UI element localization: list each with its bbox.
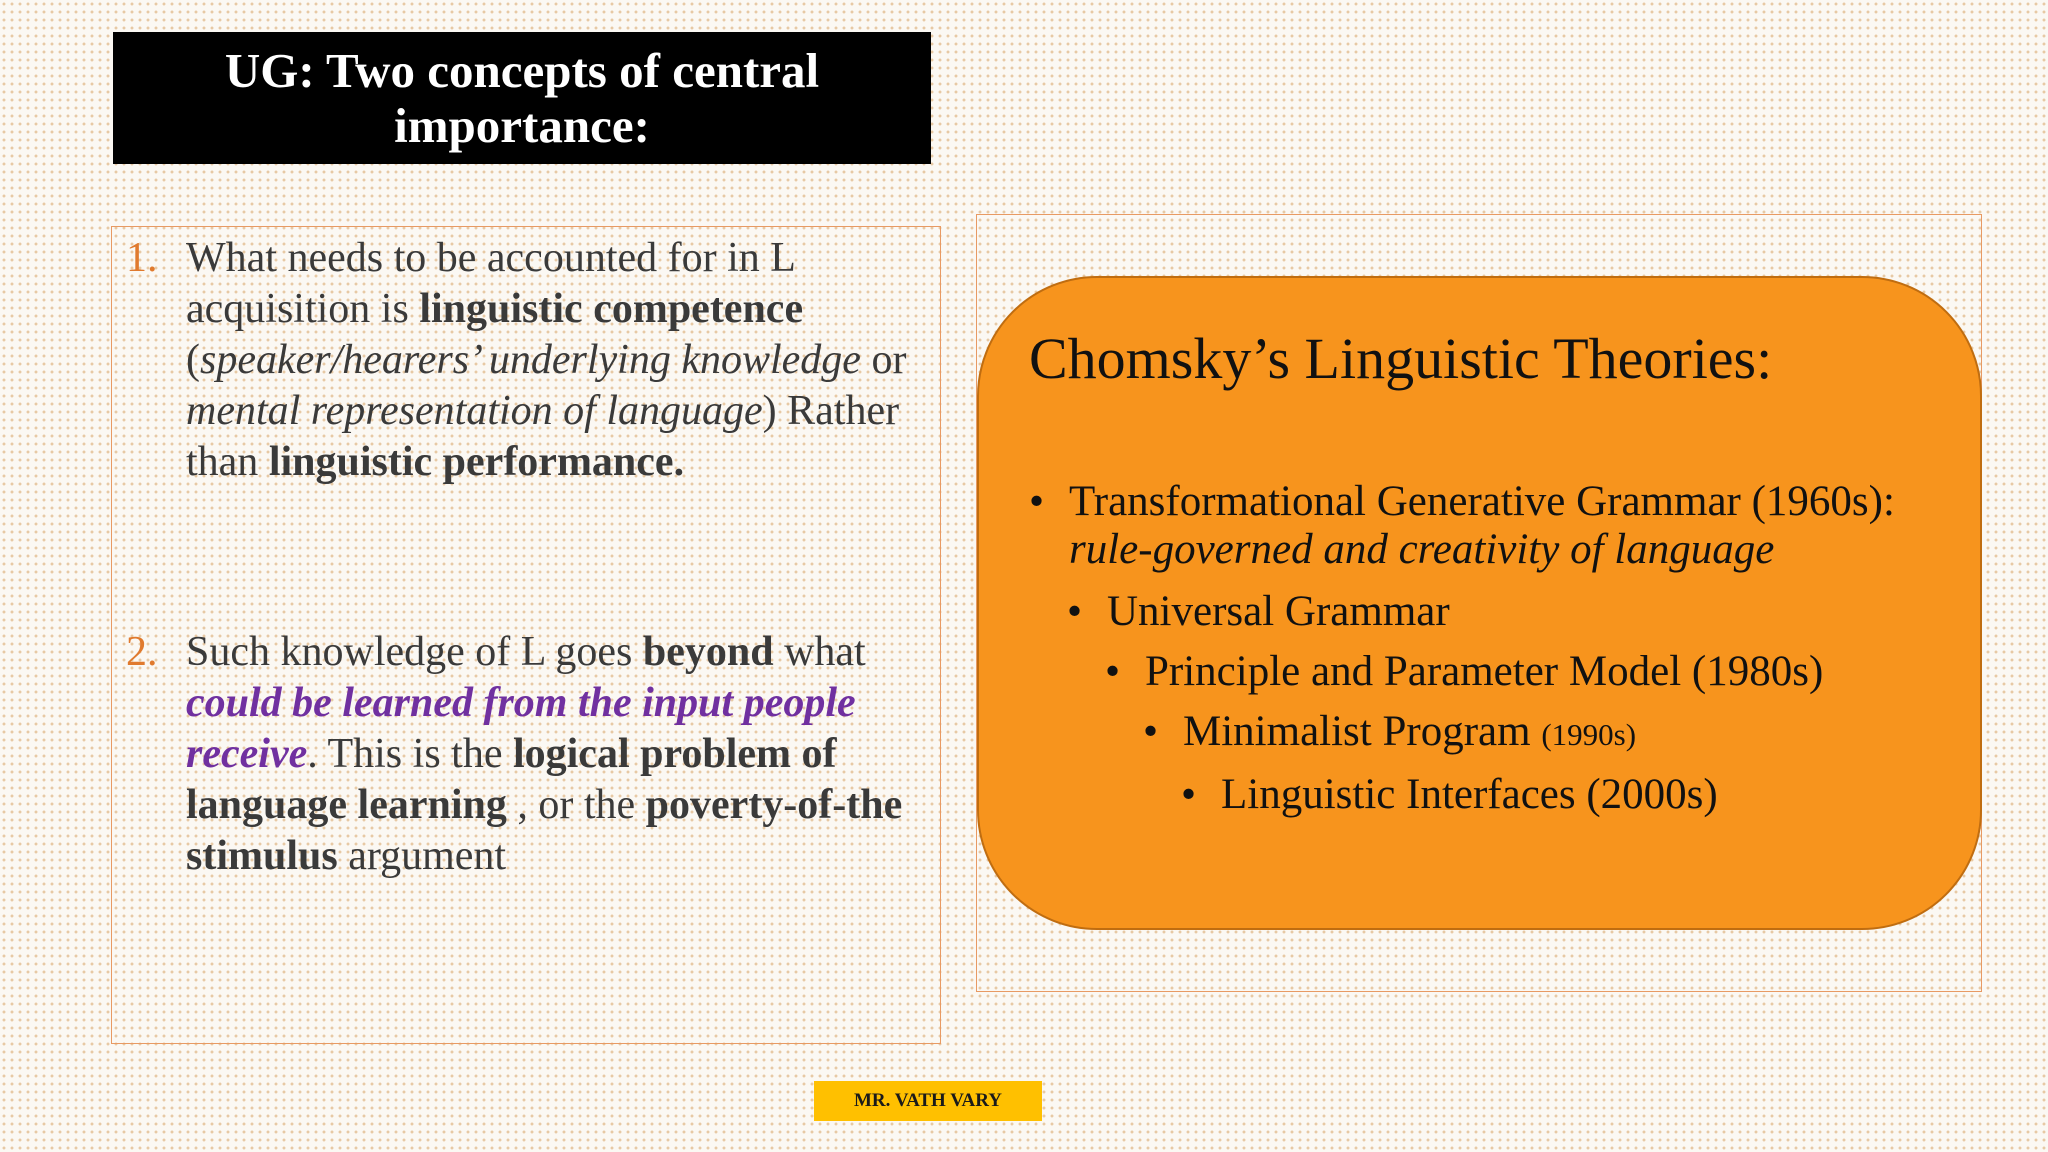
list-number-1: 1. — [126, 235, 158, 281]
item2-beyond: beyond — [642, 629, 774, 675]
item2-text-d: , or the — [506, 782, 646, 828]
item2-input-emphasis: could be learned from the input people receive — [186, 680, 856, 777]
item1-text-b: ( — [186, 337, 200, 383]
author-badge: MR. VATH VARY — [814, 1081, 1042, 1121]
theories-box — [977, 276, 1982, 930]
item2-text-e: argument — [337, 833, 507, 879]
list-number-2: 2. — [126, 629, 158, 675]
list-item-2 — [126, 627, 926, 882]
item1-text-a: What needs to be accounted for in L acquisition is — [186, 235, 795, 332]
bullet-tgg-text: Transformational Generative Grammar (1960s): — [1069, 478, 1895, 525]
item1-text-c: or — [860, 337, 907, 383]
bullet-dot-icon: • — [1181, 771, 1197, 818]
bullet-mp-text: Minimalist Program — [1183, 708, 1542, 755]
list-item-1-text — [186, 233, 926, 488]
item1-mental-representation: mental representation of language — [186, 388, 763, 434]
bullet-li-text: Linguistic Interfaces (2000s) — [1221, 771, 1718, 818]
item2-text-a: Such knowledge of L goes — [186, 629, 643, 675]
item1-text-d: ) Rather than — [186, 388, 900, 485]
item2-logical-problem: logical problem of language learning — [186, 731, 837, 828]
item2-poverty-of-stimulus: poverty-of-the stimulus — [186, 782, 903, 879]
theories-list — [1029, 478, 1959, 819]
bullet-dot-icon: • — [1105, 648, 1121, 695]
bullet-dot-icon: • — [1067, 588, 1083, 635]
bullet-ug-text: Universal Grammar — [1107, 588, 1450, 635]
title-banner — [113, 32, 931, 164]
item1-linguistic-performance: linguistic performance. — [268, 439, 685, 485]
bullet-universal-grammar — [1067, 588, 1959, 636]
item1-underlying-knowledge: speaker/hearers’ underlying knowledge — [200, 337, 861, 383]
left-content-panel — [111, 226, 941, 1044]
bullet-tgg-italic: rule-governed and creativity of language — [1069, 526, 1775, 573]
list-item-1 — [126, 233, 926, 488]
bullet-pp-text: Principle and Parameter Model (1980s) — [1145, 648, 1824, 695]
theories-title: Chomsky’s Linguistic Theories: — [1029, 326, 1773, 391]
list-item-2-text — [186, 627, 926, 882]
bullet-tgg — [1029, 478, 1959, 574]
bullet-dot-icon: • — [1029, 478, 1045, 525]
bullet-dot-icon: • — [1143, 708, 1159, 755]
item1-linguistic-competence: linguistic competence — [419, 286, 804, 332]
bullet-minimalist — [1143, 708, 1959, 759]
bullet-principle-parameter — [1105, 648, 1959, 696]
bullet-interfaces — [1181, 771, 1959, 819]
bullet-mp-year: (1990s) — [1541, 717, 1637, 752]
item2-text-b: what — [773, 629, 866, 675]
slide-title: UG: Two concepts of central importance: — [224, 43, 820, 153]
item2-text-c: . This is the — [307, 731, 513, 777]
